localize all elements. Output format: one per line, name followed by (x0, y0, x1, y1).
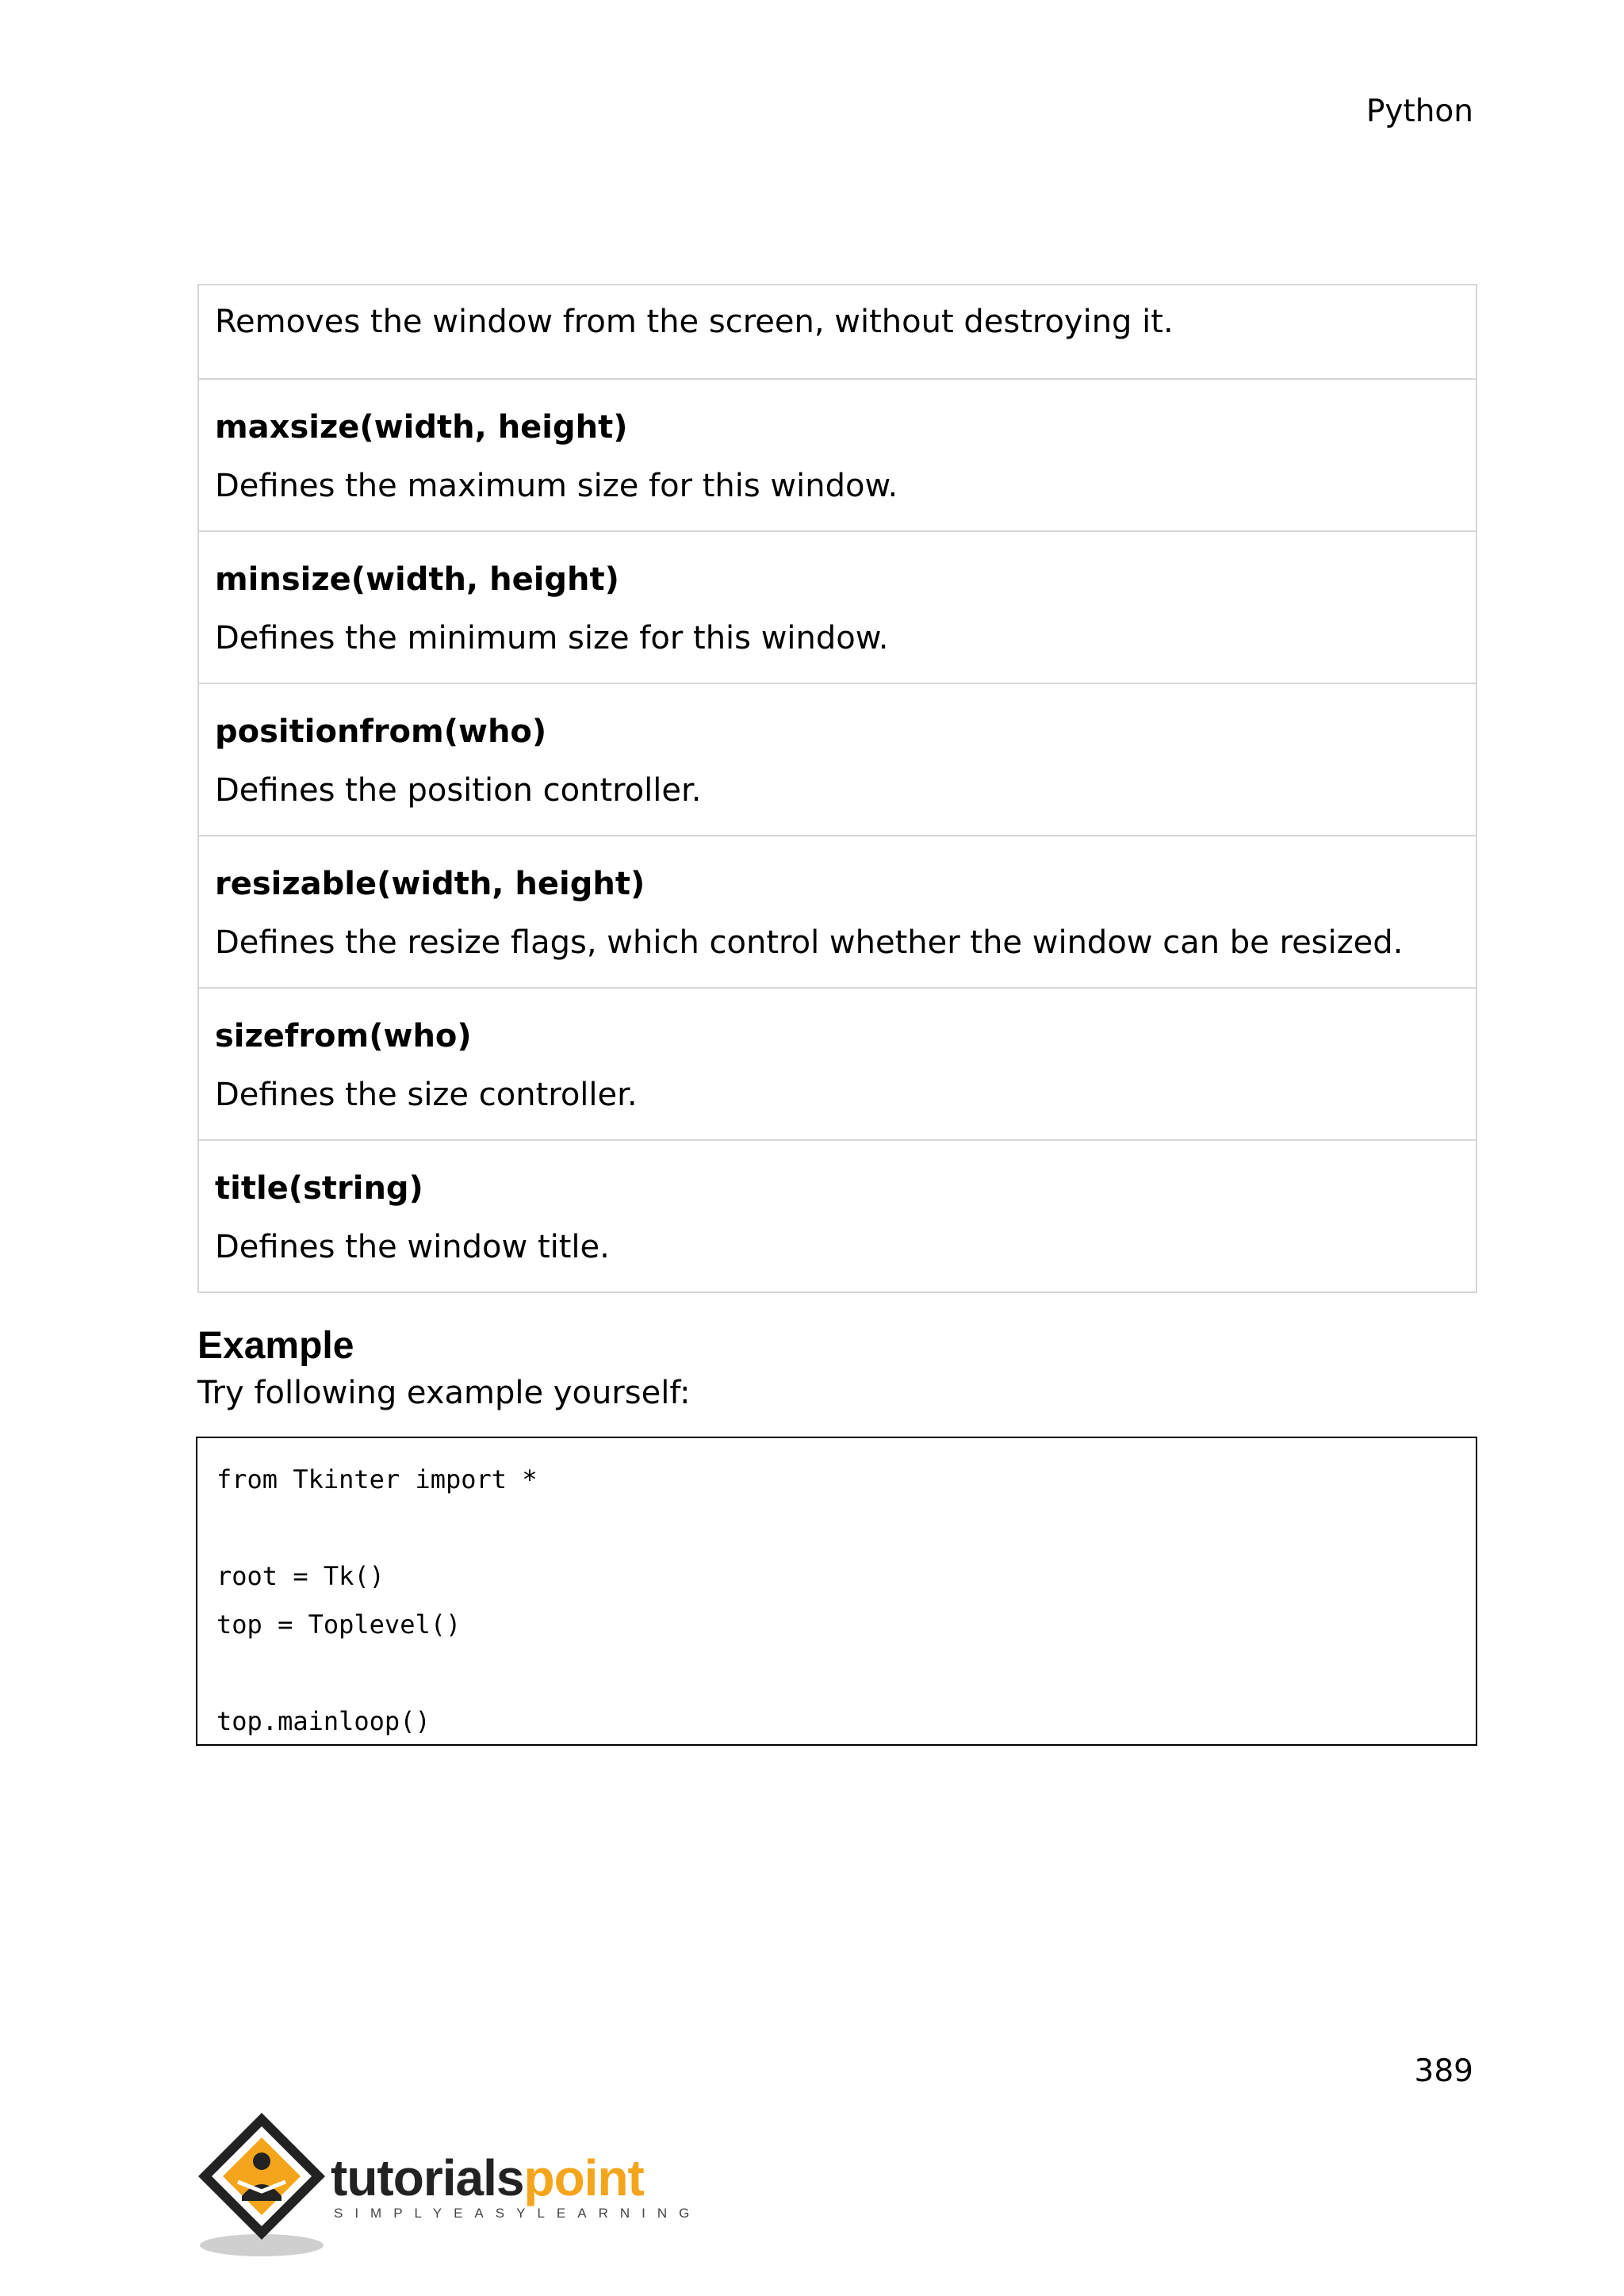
method-name: positionfrom(who) (215, 714, 547, 750)
example-intro-text: Try following example yourself: (197, 1375, 691, 1411)
code-line (216, 1504, 1457, 1552)
method-name: maxsize(width, height) (215, 409, 628, 446)
tutorialspoint-logo (194, 2109, 702, 2260)
code-line: root = Tk() (216, 1561, 385, 1591)
method-description: Defines the resize flags, which control whether the window can be resized. (215, 924, 1404, 961)
table-row (199, 285, 1476, 378)
method-description: Defines the window title. (215, 1229, 610, 1265)
logo-word-part1: tutorials (331, 2149, 524, 2206)
method-description: Defines the position controller. (215, 772, 702, 809)
logo-word-part2: point (523, 2149, 644, 2206)
methods-table (197, 284, 1477, 1293)
table-row (199, 987, 1476, 1139)
code-line: top.mainloop() (216, 1706, 431, 1736)
logo-tagline: SIMPLYEASYLEARNING (334, 2206, 702, 2221)
page-number: 389 (1414, 2053, 1473, 2089)
method-description: Defines the maximum size for this window. (215, 468, 898, 504)
logo-wordmark (331, 2149, 644, 2207)
method-description: Removes the window from the screen, without destroying it. (215, 304, 1174, 340)
logo-diamond-icon (194, 2109, 329, 2260)
table-row (199, 1139, 1476, 1292)
code-block (196, 1437, 1477, 1746)
table-row (199, 530, 1476, 683)
method-name: minsize(width, height) (215, 561, 619, 598)
running-header-title: Python (1365, 94, 1473, 129)
table-row (199, 683, 1476, 835)
table-row (199, 835, 1476, 987)
method-description: Defines the minimum size for this window. (215, 620, 889, 656)
code-line: top = Toplevel() (216, 1609, 462, 1640)
method-description: Defines the size controller. (215, 1077, 638, 1113)
code-line: from Tkinter import * (216, 1464, 538, 1494)
example-heading: Example (197, 1325, 354, 1367)
method-name: title(string) (215, 1170, 423, 1207)
table-row (199, 378, 1476, 530)
method-name: resizable(width, height) (215, 866, 645, 902)
method-name: sizefrom(who) (215, 1018, 472, 1054)
code-line (216, 1649, 1457, 1697)
